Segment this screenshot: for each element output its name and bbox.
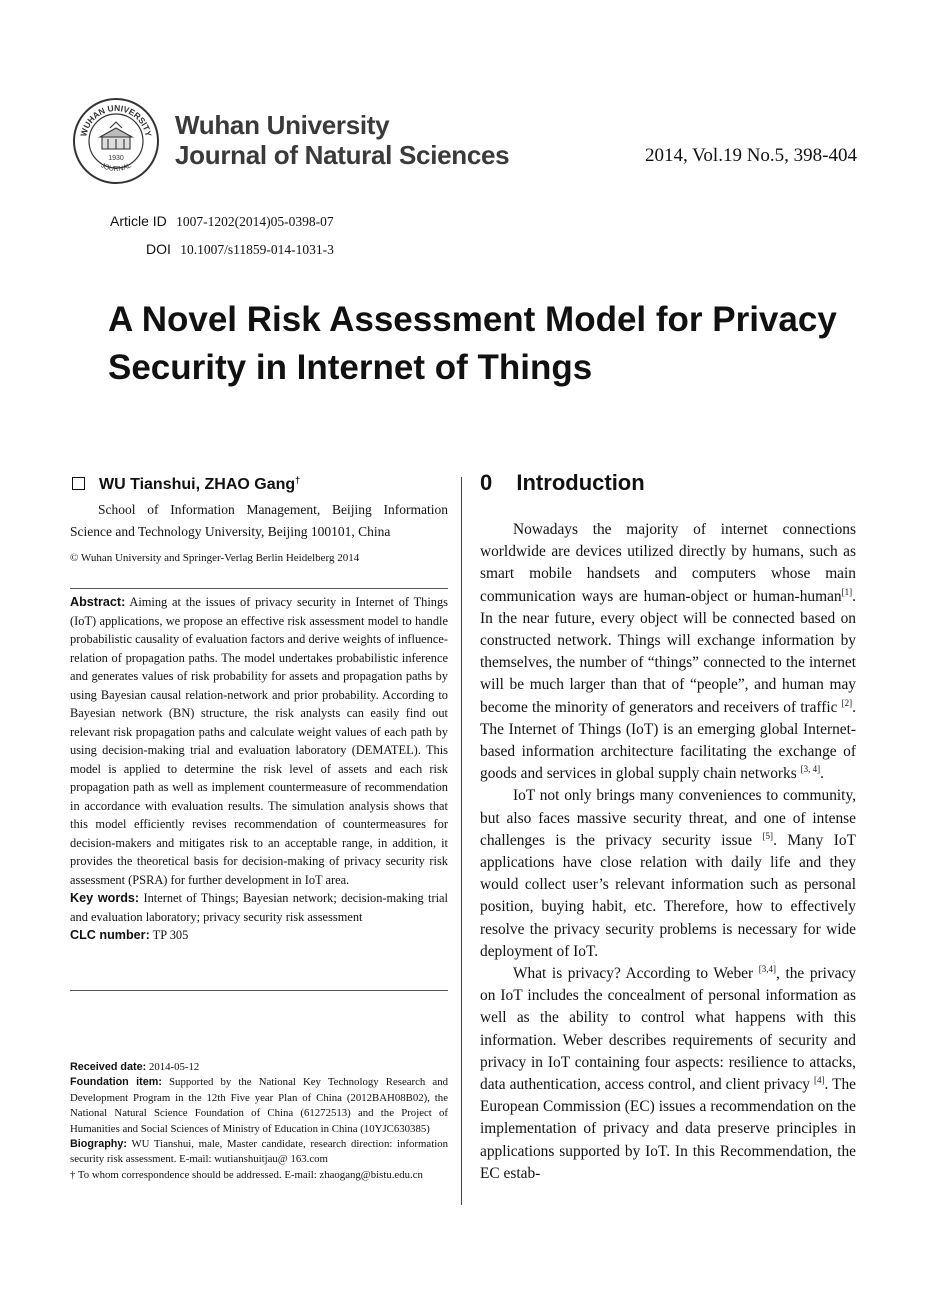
abstract-paragraph [70,593,448,889]
svg-text:1930: 1930 [108,155,124,162]
abstract-block [70,593,448,945]
doi-value[interactable]: 10.1007/s11859-014-1031-3 [180,242,334,257]
intro-paragraph-1: Nowadays the majority of internet connections worldwide are devices utilized directly by humans, such as smart mobile handsets and computers whose main communication ways are human-object or human-human[1]. In the near future, every object will be connected based on constructed network. Things will exchange information by themselves, the number of “things” connected to the internet will be much larger than that of “people”, and human may become the minority of generators and receivers of traffic [2]. The Internet of Things (IoT) is an emerging global Internet-based information architecture facilitating the exchange of goods and services in global supply chain networks [3, 4]. [480,521,856,783]
introduction-body [480,519,856,1185]
doi-label: DOI [146,241,171,257]
section-title: Introduction [516,470,645,495]
affiliation: School of Information Management, Beijing Information Science and Technology University, Beijing 100101, China [70,502,448,539]
intro-paragraph-3: What is privacy? According to Weber [3,4], the privacy on IoT includes the concealment of personal information as well as the ability to control what happens with this information. Weber describes requirements of security and privacy in IoT containing four aspects: resilience to attacks, data authentication, access control, and client privacy [4]. The European Commission (EC) issues a recommendation on the implementation of privacy and data preserve principles in applications supported by IoT. In this Recommendation, the EC estab- [480,964,856,1182]
correspondence-note: † To whom correspondence should be addressed. E-mail: zhaogang@bistu.edu.cn [70,1168,423,1181]
article-id-row [110,213,334,230]
foundation-value: Supported by the National Key Technology Research and Development Program in the 12th Five year Plan of China (2012BAH08B02), the National Natural Science Foundation of China (61272513) and the Project of Humanities and Social Sciences of Ministry of Education in China (10YJC630385) [70,1076,448,1135]
doi-row [146,241,334,258]
keywords-text: Internet of Things; Bayesian network; decision-making trial and evaluation laboratory; privacy security risk assessment [70,891,448,924]
svg-text:WUHAN UNIVERSITY: WUHAN UNIVERSITY [78,102,154,138]
keywords-label: Key words: [70,891,140,905]
clc-value: TP 305 [152,928,189,942]
checkbox-square-icon [72,477,85,490]
clc-label: CLC number: [70,928,150,942]
author-line [72,476,300,494]
received-value: 2014-05-12 [148,1061,200,1073]
foundation-label: Foundation item: [70,1076,162,1089]
biography-value: WU Tianshui, male, Master candidate, research direction: information security risk assessment. E-mail: wutianshuitjau@ 163.com [70,1138,448,1166]
section-heading-introduction [480,470,645,496]
paper-title: A Novel Risk Assessment Model for Privacy Security in Internet of Things [108,300,837,387]
citation[interactable]: [1] [841,586,853,597]
clc-paragraph [70,926,448,945]
author-names: WU Tianshui, ZHAO Gang [99,476,296,493]
keywords-paragraph [70,889,448,926]
biography [70,1137,448,1168]
abstract-text: Aiming at the issues of privacy security in Internet of Things (IoT) applications, we propose an effective risk assessment model to handle probabilistic causality of evaluation factors and derive weights of influence-relation of propagation paths. The model undertakes probabilistic inference and generates values of risk probability for assets and propagation paths by using Bayesian causal relation-network and prior probability. According to Bayesian network (BN) structure, the risk analysts can easily find out relevant risk propagation paths and calculate weight values of each path by using decision-making trial and evaluation laboratory (DEMATEL). This model is applied to determine the risk level of assets and each risk propagation path as well as implement countermeasure of recommendation in accordance with evaluation results. The simulation analysis shows that this model efficiently revises recommendation of countermeasures for decision-makers and mitigates risk to an acceptable range, in addition, it provides the theoretical basis for decision-making of privacy security risk assessment (PSRA) for further development in IoT area. [70,595,448,887]
received-label: Received date: [70,1061,147,1073]
copyright-notice: © Wuhan University and Springer-Verlag Berlin Heidelberg 2014 [70,552,360,564]
university-seal-logo [72,97,160,185]
abstract-top-rule [70,588,448,589]
journal-name [175,110,509,170]
article-id-label: Article ID [110,213,167,229]
abstract-label: Abstract: [70,595,126,609]
intro-paragraph-2: IoT not only brings many conveniences to community, but also faces massive security threat, and one of intense challenges is the privacy security issue [5]. Many IoT applications have close relation with daily life and they would collect user’s relevant information such as personal position, buying habit, etc. Therefore, how to effectively resolve the privacy security problems is necessary for wide deployment of IoT. [480,787,856,960]
column-divider [461,477,462,1205]
building-icon [100,122,132,149]
footnotes [70,1060,448,1183]
received-date [70,1060,448,1075]
issue-info: 2014, Vol.19 No.5, 398-404 [644,145,857,166]
citation[interactable]: [3, 4] [800,764,821,775]
citation[interactable]: [4] [813,1075,825,1086]
svg-text:JOURNAL: JOURNAL [99,162,133,174]
abstract-bottom-rule [70,990,448,991]
foundation-item [70,1075,448,1137]
section-number: 0 [480,470,493,495]
biography-label: Biography: [70,1138,127,1151]
journal-name-line2: Journal of Natural Sciences [175,140,510,170]
journal-name-line1: Wuhan University [175,110,390,140]
dagger-mark: † [295,475,301,485]
article-id-value: 1007-1202(2014)05-0398-07 [176,214,334,229]
citation[interactable]: [3,4] [758,964,776,975]
citation[interactable]: [5] [762,830,774,841]
citation[interactable]: [2] [841,697,853,708]
